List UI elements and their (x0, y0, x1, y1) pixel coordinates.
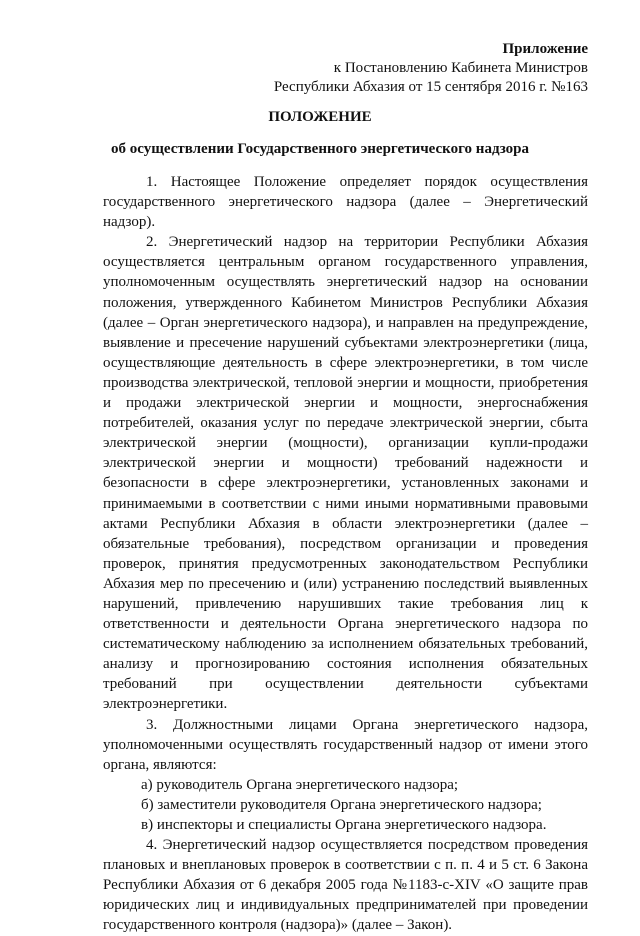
appendix-title: Приложение (502, 41, 588, 57)
paragraph-3: 3. Должностными лицами Органа энергетического надзора, уполномоченными осуществлять государственный надзор от имени этого органа, являются: (103, 716, 588, 773)
document-title: ПОЛОЖЕНИЕ (268, 109, 372, 125)
paragraph-3-item-b: б) заместители руководителя Органа энергетического надзора; (141, 796, 542, 813)
paragraph-3-item-a: а) руководитель Органа энергетического надзора; (141, 776, 459, 793)
paragraph-1: 1. Настоящее Положение определяет порядок осуществления государственного энергетического надзора (далее – Энергетический надзор). (103, 174, 588, 231)
document-body (103, 172, 588, 936)
appendix-block (274, 40, 588, 97)
document-subtitle: об осуществлении Государственного энергетического надзора (110, 141, 529, 157)
paragraph-3-item-c: в) инспекторы и специалисты Органа энергетического надзора. (141, 817, 547, 833)
paragraph-4: 4. Энергетический надзор осуществляется посредством проведения плановых и внеплановых проверок в соответствии с п. п. 4 и 5 ст. 6 Закона Республики Абхазия от 6 декабря 2005 года №1183-с-XIV «О защите прав юридических лиц и индивидуальных предпринимателей при проведении государственного контроля (надзора)» (далее – Закон). (103, 837, 588, 934)
appendix-reference-line-1: к Постановлению Кабинета Министров (333, 60, 588, 76)
paragraph-2: 2. Энергетический надзор на территории Республики Абхазия осуществляется центральным органом государственного управления, уполномоченным осуществлять энергетический надзор на основании положения, утвержденного Кабинетом Министров Республики Абхазия (далее – Орган энергетического надзора), и направлен на предупреждение, выявление и пресечение нарушений субъектами электроэнергетики (лица, осуществляющие деятельность в сфере электроэнергетики, в том числе производства электрической, тепловой энергии и мощности, приобретения и продажи электрической энергии и мощности, энергоснабжения потребителей, оказания услуг по передаче электрической энергии, сбыта электрической энергии (мощности), организации купли-продажи электрической энергии и мощности) требований надежности и безопасности в сфере электроэнергетики, установленных законами и принимаемыми в соответствии с ними иными нормативными правовыми актами Республики Абхазия в области электроэнергетики (далее – обязательные требования), посредством организации и проведения проверок, принятия предусмотренных законодательством Республики Абхазия мер по пресечению и (или) устранению последствий выявленных нарушений, привлечению нарушивших такие требования лиц к ответственности и деятельности Органа энергетического надзора по систематическому наблюдению за исполнением обязательных требований, анализу и прогнозированию состояния исполнения обязательных требований при осуществлении деятельности субъектами электроэнергетики. (103, 234, 588, 713)
appendix-reference-line-2: Республики Абхазия от 15 сентября 2016 г. №163 (273, 79, 588, 95)
